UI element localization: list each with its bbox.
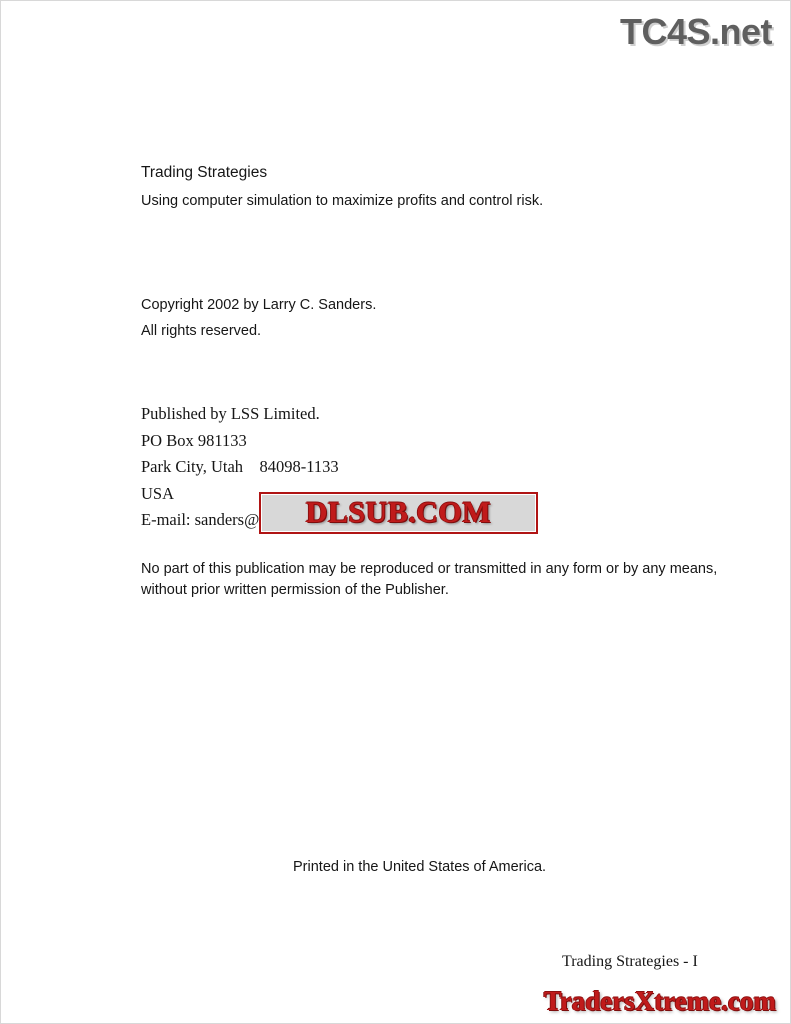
- publisher-city-state-zip: Park City, Utah 84098-1133: [141, 457, 339, 476]
- site-watermark-bottom-right: TradersXtreme.com: [543, 986, 776, 1016]
- copyright-line: Copyright 2002 by Larry C. Sanders.: [141, 297, 377, 313]
- page-subtitle: Using computer simulation to maximize profits and control risk.: [141, 193, 544, 209]
- stamp-watermark-text: DLSUB.COM: [305, 496, 492, 529]
- stamp-watermark-overlay: [259, 492, 538, 534]
- publisher-name: Published by LSS Limited.: [141, 404, 320, 423]
- site-watermark-top-right: TC4S.net: [619, 11, 772, 52]
- publisher-email: E-mail: sanders@: [141, 510, 260, 529]
- page-title: Trading Strategies: [141, 164, 268, 181]
- page-footer: Trading Strategies - I: [562, 953, 698, 970]
- reproduction-notice: No part of this publication may be reproduced or transmitted in any form or by any means, without prior written permission of the Publisher.: [141, 561, 718, 598]
- publisher-po-box: PO Box 981133: [141, 430, 247, 450]
- rights-reserved-line: All rights reserved.: [141, 323, 262, 339]
- publisher-country: USA: [141, 483, 175, 503]
- printed-in-line: Printed in the United States of America.: [293, 859, 547, 875]
